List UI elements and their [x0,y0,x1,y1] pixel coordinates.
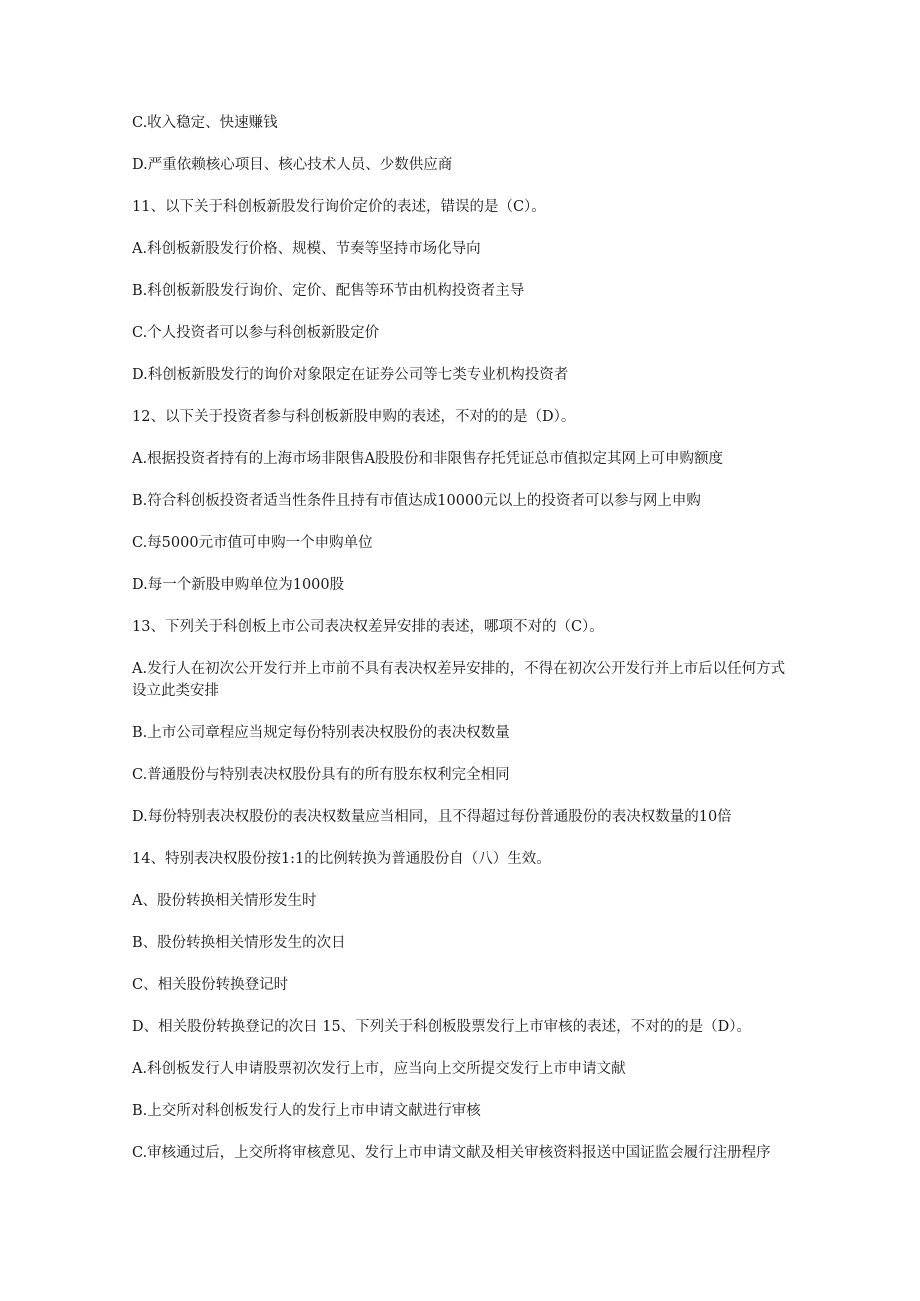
question-11-option-d: D.科创板新股发行的询价对象限定在证券公司等七类专业机构投资者 [132,367,569,383]
paragraph-option-d-dependence: D.严重依赖核心项目、核心技术人员、少数供应商 [132,157,453,173]
question-13-option-b: B.上市公司章程应当规定每份特别表决权股份的表决权数量 [132,725,510,741]
question-13-option-d: D.每份特别表决权股份的表决权数量应当相同，且不得超过每份普通股份的表决权数量的10倍 [132,809,732,825]
question-15-option-b: B.上交所对科创板发行人的发行上市申请文献进行审核 [132,1103,481,1119]
question-11-option-c: C.个人投资者可以参与科创板新股定价 [132,325,380,341]
document-body [132,112,792,1184]
question-15-option-c: C.审核通过后，上交所将审核意见、发行上市申请文献及相关审核资料报送中国证监会履行注册程序 [132,1145,771,1161]
question-11: 11、以下关于科创板新股发行询价定价的表述，错误的是（C）。 [132,199,546,215]
question-13: 13、下列关于科创板上市公司表决权差异安排的表述，哪项不对的（C）。 [132,619,604,635]
question-12-option-a: A.根据投资者持有的上海市场非限售A股股份和非限售存托凭证总市值拟定其网上可申购额度 [132,451,724,467]
question-12: 12、以下关于投资者参与科创板新股申购的表述，不对的的是（D）。 [132,409,576,425]
question-14-option-d-and-question-15: D、相关股份转换登记的次日 15、下列关于科创板股票发行上市审核的表述，不对的的是（D）。 [132,1019,752,1035]
question-11-option-a: A.科创板新股发行价格、规模、节奏等坚持市场化导向 [132,241,481,257]
question-14-option-b: B、股份转换相关情形发生的次日 [132,935,346,951]
question-13-option-a: A.发行人在初次公开发行并上市前不具有表决权差异安排的，不得在初次公开发行并上市后以任何方式设立此类安排 [132,661,786,699]
question-15-option-a: A.科创板发行人申请股票初次发行上市，应当向上交所提交发行上市申请文献 [132,1061,626,1077]
question-12-option-d: D.每一个新股申购单位为1000股 [132,577,345,593]
question-14-option-c: C、相关股份转换登记时 [132,977,289,993]
question-12-option-b: B.符合科创板投资者适当性条件且持有市值达成10000元以上的投资者可以参与网上申购 [132,493,701,509]
question-12-option-c: C.每5000元市值可申购一个申购单位 [132,535,373,551]
paragraph-option-c-income: C.收入稳定、快速赚钱 [132,115,278,131]
question-14: 14、特别表决权股份按1:1的比例转换为普通股份自（八）生效。 [132,851,551,867]
question-14-option-a: A、股份转换相关情形发生时 [132,893,317,909]
question-11-option-b: B.科创板新股发行询价、定价、配售等环节由机构投资者主导 [132,283,525,299]
question-13-option-c: C.普通股份与特别表决权股份具有的所有股东权利完全相同 [132,767,510,783]
